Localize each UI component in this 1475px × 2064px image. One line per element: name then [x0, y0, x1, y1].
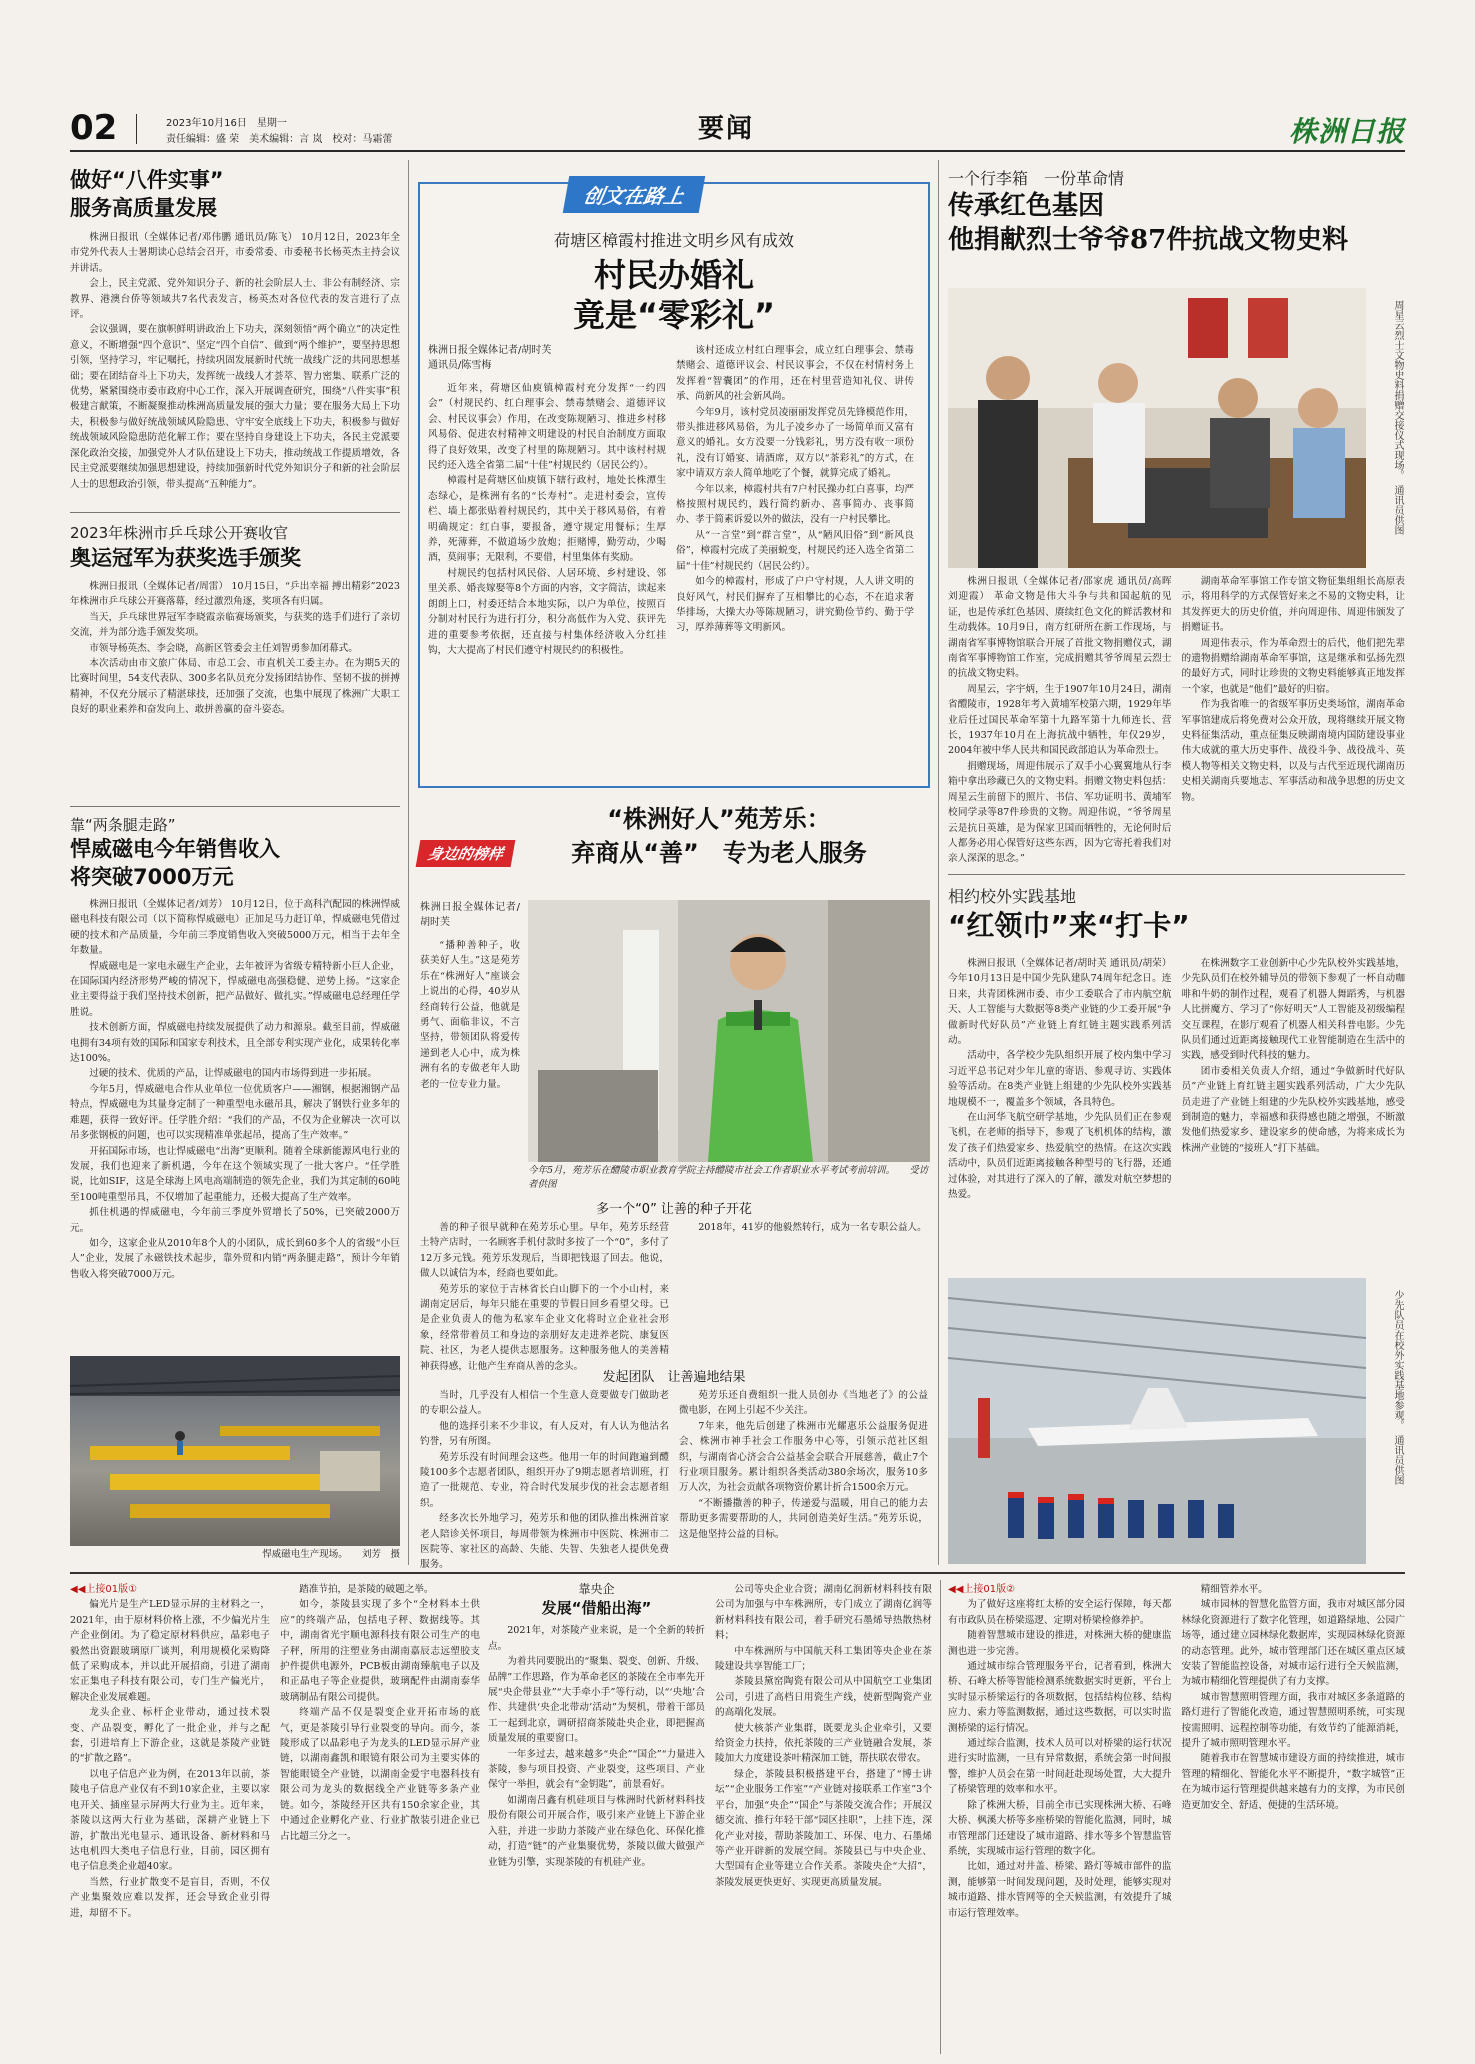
donation-photo-drawing — [948, 288, 1366, 568]
headline-line-1: 传承红色基因 — [948, 191, 1105, 221]
kicker: 荷塘区樟霞村推进文明乡风有成效 — [553, 231, 794, 250]
headline: “红领巾”来“打卡” — [948, 909, 1190, 942]
article-hanwei — [70, 814, 400, 1352]
paragraph: 苑芳乐还自费组织一批人员创办《当地老了》的公益微电影，在网上引起不少关注。 — [679, 1390, 928, 1417]
article-body — [70, 230, 400, 492]
paragraph: 为了做好这座将红太桥的安全运行保障，每天都有市政队员在桥梁巡逻、定期对桥梁检修养护。 — [948, 1599, 1172, 1626]
paragraph: 今年以来，樟霞村共有7户村民操办红白喜事，均严格按照村规民约，践行简约新办、喜事简办、丧事简办、孝于简素诉爱以外的做法，没有一户村民攀比。 — [676, 483, 914, 526]
paragraph: 株洲日报讯（全媒体记者/邓伟鹏 通讯员/陈飞） 10月12日，2023年全市党外代表人士暑期读心总结会召开，市委常委、市委秘书长杨英杰主持会议并讲话。 — [70, 232, 400, 274]
paragraph: 本次活动由市文旅广体局、市总工会、市直机关工委主办。在为期5天的比赛时间里，54支代表队、300多名队员充分发扬团结协作、坚韧不拔的拼搏精神，不仅充分展示了精湛球技，还加强了交流，也集中展现了株洲广大职工良好的职业素养和奋发向上、敢拼善赢的奋斗姿态。 — [70, 658, 400, 716]
section-title: 要闻 — [698, 114, 755, 144]
masthead-rule — [70, 150, 1405, 152]
column-badge: 身边的榜样 — [416, 840, 516, 867]
article-lead — [420, 900, 520, 1160]
paragraph: 公司等央企业合资；湖南亿润新材料科技有限公司为加强与中车株洲所，专门成立了湖南亿润等新材料科技有限公司，着手研究石墨烯导热散热材料； — [715, 1584, 932, 1642]
paragraph: 除了株洲大桥，目前全市已实现株洲大桥、石峰大桥、枫溪大桥等多座桥梁的智能化监测，同时，城市管理部门还建设了城市道路、排水等多个智慧监管系统，实现城市运行管理的数字化。 — [948, 1799, 1172, 1857]
article-eight-tasks — [70, 166, 400, 506]
subheading: 发起团队 让善遍地结果 — [602, 1370, 746, 1385]
subheading: 多一个“0” 让善的种子开花 — [596, 1202, 752, 1217]
paragraph: 城市园林的智慧化监管方面，我市对城区部分园林绿化资源进行了数字化管理，如道路绿地、公园广场等，通过建立园林绿化数据库，实现园林绿化资源的动态管理。此外，城市管理部门还在城区重点区域安装了智能监控设备，对城市运行进行全天候监测，为城市精细化管理提供了有力支撑。 — [1181, 1599, 1405, 1688]
paragraph: 他的选择引来不少非议，有人反对，有人认为他沽名钓誉，另有所图。 — [420, 1420, 669, 1448]
paragraph: 今年9月，该村党员凌丽丽发挥党员先锋模范作用，带头推进移风易俗，为儿子凌乡办了一场简单而又富有意义的婚礼。女方没要一分钱彩礼，男方没有收一项份礼，没有订婚宴、请酒席，双方以“茶彩礼”的方式，在家中请双方亲人简单地吃了个餐，就算完成了婚礼。 — [676, 406, 914, 480]
paragraph: 如今，茶陵县实现了多个“全材料本土供应”的终端产品，包括电子秤、数据线等。其中，湖南省光宇顺电源科技有限公司生产的电子秤，所用的注塑业务由湖南嘉辰志远塑胶支护件提供电源外，PCB板由湖南臻航电子以及和正晶电子等企业提供，玻璃配件由湖南泰华玻璃制品有限公司提供。 — [280, 1599, 480, 1703]
article-column — [1182, 1582, 1406, 2054]
paragraph: 樟霞村是荷塘区仙庾镇下辖行政村，地处长株潭生态绿心，是株洲有名的“长寿村”。走进村委会，宣传栏、墙上都张贴着村规民约，其中关于移风易俗，有着明确规定：红白事，要报备，遵守规定用餐标；生厚养，死薄葬，不做道场少放炮；拒赌博，勤劳动，少喝酒，莫闹事；无限利，不要借，村里集体有奖励。 — [428, 475, 666, 564]
paragraph: “播种善种子，收获美好人生。”这是苑芳乐在“株洲好人”座谈会上说出的心得，40岁从经商转行公益，他就是勇气、面临非议，不言坚持，带领团队将爱传递到老人心中，成为株洲有名的专做老年人助老的一位专业力量。 — [420, 940, 520, 1090]
paragraph: 善的种子很早就种在苑芳乐心里。早年，苑芳乐经营土特产店时，一名顾客手机付款时多按了一个“0”，多付了12万多元钱。苑芳乐发现后，当即把钱退了回去。他说，做人以诚信为本，经商也要如此。 — [420, 1222, 669, 1280]
paragraph: 今年5月，悍威磁电合作从业单位一位优质客户——湘钢，根据湘钢产品特点，悍威磁电为其量身定制了一种重型电永磁吊具，解决了钢铁行业多年的难题，获得一致好评。任学胜介绍：“我们的产品，不仅为企业解决一次可以吊多张钢板的问题，也可以实现精准单张起吊，提高了生产效率。” — [70, 1083, 400, 1142]
paragraph: 如湖南吕鑫有机硅项目与株洲时代新材料科技股份有限公司开展合作，吸引来产业链上下游企业入驻，并进一步助力茶陵产业在绿色化、环保化推动，打造“链”的产业集聚优势，茶陵以做大做强产业链为引擎，实现茶陵的有机硅产业。 — [488, 1794, 705, 1868]
paragraph: 抓住机遇的悍威磁电，今年前三季度外贸增长了50%，已突破2000万元。 — [70, 1207, 400, 1234]
headline: 发展“借船出海” — [541, 1599, 652, 1618]
paragraph: 在山河华飞航空研学基地，少先队员们正在参观飞机，在老师的指导下，参观了飞机机体的结构，激发了孩子们热爱家乡、热爱航空的热情。在这次实践活动中，队员们近距离接触各种型号的飞行器，还通过体验，对其进行了深入的了解，激发对航空梦想的热爱。 — [948, 1112, 1172, 1201]
paragraph: 苑芳乐没有时间理会这些。他用一年的时间跑遍到醴陵100多个志愿者团队，组织开办了9期志愿者培训班，打造了一批规范、专业，符合时代发展步伐的社会志愿者组织。 — [420, 1451, 669, 1509]
paragraph: 2021年，对茶陵产业来说，是一个全新的转折点。 — [488, 1625, 705, 1652]
paragraph: 市领导杨英杰、李会晓，高新区管委会主任刘智勇参加闭幕式。 — [89, 642, 358, 654]
hangar-photo — [948, 1278, 1366, 1564]
kicker: 相约校外实践基地 — [948, 887, 1077, 906]
paragraph: 通过综合监测，技术人员可以对桥梁的运行状况进行实时监测，一旦有异常数据，系统会第一时间报警，维护人员会在第一时间赶赴现场处置，大大提升了桥梁管理的效率和水平。 — [948, 1738, 1172, 1796]
paragraph: 村规民约包括村风民俗、人居环境、乡村建设、邻里关系、婚丧嫁娶等8个方面的内容，文字简洁，读起来朗朗上口，村委还结合本地实际，以户为单位，按照百分制对村民行为进行打分，积分高低作为入党、获评先进的重要参考依据，还直接与村集体经济收入分红挂钩，大大提高了村民们遵守村规民约的积极性。 — [428, 567, 666, 656]
paragraph: 偏光片是生产LED显示屏的主材料之一，2021年，由于原材料价格上涨，不少偏光片生产企业倒闭。为了稳定原材料供应，晶彩电子毅然出资跟玻璃原厂谈判，利用规模化采购降低了采购成本，并以此开展招商，引进了湖南宏正集电子科技有限公司，专门生产偏光片，解决企业发展难题。 — [70, 1599, 270, 1703]
column-divider — [940, 1580, 941, 2054]
paragraph: 株洲日报讯（全媒体记者/周雷） 10月15日，“乒出幸福 搏出精彩”2023年株洲市乒乓球公开赛落幕，经过激烈角逐，奖项各有归属。 — [70, 581, 400, 608]
paragraph: 周星云，字宇炳，生于1907年10月24日，湖南省醴陵市，1928年考入黄埔军校第六期，1929年毕业后任过国民革命军第十九路军第十九师连长、营长，1937年10月在上海抗战中牺牲，年仅29岁，2004年被中华人民共和国民政部追认为革命烈士。 — [948, 683, 1172, 757]
paragraph: 茶陵县黛窑陶瓷有限公司从中国航空工业集团公司，引进了高档日用瓷生产线，使新型陶瓷产业的高端化发展。 — [715, 1676, 932, 1719]
headline-line-1: “株洲好人”苑芳乐： — [607, 805, 831, 833]
donation-photo — [948, 288, 1366, 568]
column-badge: 创文在路上 — [563, 176, 706, 213]
paragraph: 周迎伟表示，作为革命烈士的后代，他们把先辈的遗物捐赠给湖南革命军事馆，这是继承和弘扬先烈的最好方式，同时让珍贵的文物史料能够真正地发挥一个家，也就是“他们”最好的归宿。 — [1181, 637, 1405, 695]
article-column — [679, 1220, 928, 1362]
article-body — [70, 579, 400, 718]
photo-caption: 今年5月，苑芳乐在醴陵市职业教育学院主持醴陵市社会工作者职业水平考试考前培训。 受访者供图 — [528, 1165, 929, 1190]
kicker: 2023年株洲市乒乓球公开赛收官 — [70, 524, 289, 542]
article-column — [679, 1388, 928, 1564]
article-table-tennis — [70, 522, 400, 800]
continuation-marker: ◀◀上接01版② — [948, 1584, 1016, 1595]
paragraph: 株洲日报讯（全媒体记者/胡时芙 通讯员/胡荣） 今年10月13日是中国少先队建队74周年纪念日。连日来，共青团株洲市委、市少工委联合了市内航空航天、人工智能与大数据等8类产业链的少工委开展“争做新时代好队员”产业链上育红链主题实践系列活动。 — [948, 958, 1172, 1047]
article-red-scarf — [948, 956, 1405, 1274]
paragraph: 会上，民主党派、党外知识分子、新的社会阶层人士、非公有制经济、宗教界、港澳台侨等领域共7名代表发言，杨英杰对各位代表的发言进行了点评。 — [70, 278, 400, 321]
issue-date: 2023年10月16日 星期一 — [166, 118, 287, 129]
headline-line-2: 竟是“零彩礼” — [572, 296, 776, 334]
paragraph: 该村还成立村红白理事会，成立红白理事会、禁毒禁赌会、道德评议会、村民议事会，不仅在村情村务上发挥着“智囊团”的作用，还在村里营造知礼仪、讲传承、尚新风的社会新风尚。 — [676, 345, 914, 403]
article-separator — [70, 512, 400, 513]
paragraph: 当然，行业扩散变不是盲目，否则，不仅产业集聚效应难以发挥，还会导致企业引得进，却留不下。 — [70, 1876, 270, 1919]
article-good-person-header — [418, 802, 930, 892]
paragraph: 为着共同要脱出的“聚集、裂变、创新、升级、品牌”工作思路，作为革命老区的茶陵在全市率先开展“央企带县业”“大手牵小手”等行动，以“‘央地’合作、共建供‘央企北带动’活动”为契机，带着干部员工一起到北京，调研招商茶陵赴央企业，即把握高质量发展的重要窗口。 — [488, 1656, 705, 1745]
article-red-gene — [948, 574, 1405, 865]
article-column — [420, 1388, 669, 1571]
paragraph: 团市委相关负责人介绍，通过“争做新时代好队员”产业链上育红链主题实践系列活动，广大少先队员走进了产业链上组建的少先队校外实践基地，感受到制造的魅力，幸福感和获得感也随之增强，不断激发他们热爱家乡、建设家乡的使命感，为将来成长为株洲产业链的“接班人”打下基础。 — [1181, 1065, 1405, 1154]
column-divider — [408, 160, 409, 1565]
paragraph: 株洲日报讯（全媒体记者/刘芳） 10月12日，位于高科汽配园的株洲悍威磁电科技有限公司（以下简称悍威磁电）正加足马力赶订单，悍威磁电凭借过硬的技术和产品质量，今年前三季度销售收入突破5000万元，相当于去年全年数量。 — [70, 899, 400, 957]
page-number: 02 — [70, 108, 118, 148]
paragraph: 过硬的技术、优质的产品，让悍威磁电的国内市场得到进一步拓展。 — [89, 1068, 377, 1080]
byline: 株洲日报全媒体记者/胡时芙 — [420, 902, 520, 928]
article-separator — [948, 874, 1405, 875]
paragraph: 活动中，各学校少先队组织开展了校内集中学习习近平总书记对少年儿童的寄语、参观寻访、实践体验等活动。在8类产业链上组建的少先队校外实践基地规模不一，覆盖多个领域，各具特色。 — [948, 1050, 1172, 1108]
headline-line-1: 村民办婚礼 — [593, 256, 754, 294]
headline-line-2: 将突破7000万元 — [70, 865, 234, 889]
continuation-marker: ◀◀上接01版① — [70, 1584, 138, 1595]
paragraph: 在株洲数字工业创新中心少先队校外实践基地，少先队员们在校外辅导员的带领下参观了一杯自动咖啡和牛奶的制作过程，观看了机器人舞蹈秀，与机器人比拼魔方、学习了“你好明天”人工智能及初级编程交互课程，在影厅观看了机器人相关科普电影。少先队员们通过近距离接触现代工业智能制造在生活中的实践，感受到时代科技的魅力。 — [1181, 958, 1405, 1062]
paragraph: 株洲日报讯（全媒体记者/邵家虎 通讯员/高晖 刘迎霞） 革命文物是伟大斗争与共和国起航的见证，也是传承红色基因、赓续红色文化的鲜活教材和生动载体。10月9日，南方红研所在新工作现场，与湖南省军事博物馆联合开展了首批文物捐赠仪式，湖南省军事博物馆工作室，完成捐赠其爷爷周星云烈士的抗战文物史料。 — [948, 576, 1172, 680]
kicker: 一个行李箱 一份革命情 — [948, 169, 1125, 188]
article-wedding — [428, 222, 920, 780]
paragraph: 比如，通过对井盖、桥梁、路灯等城市部件的监测，能够第一时间发现问题，及时处理，能够实现对城市道路、排水管网等的全天候监测，有效提升了城市运行管理效率。 — [948, 1861, 1172, 1919]
editors-line: 责任编辑：盛 荣 美术编辑：言 岚 校对：马霜蕾 — [166, 134, 393, 145]
kicker: 靠“两条腿走路” — [70, 816, 176, 834]
article-column — [948, 1582, 1172, 2054]
paragraph: 2018年，41岁的他毅然转行，成为一名专职公益人。 — [698, 1222, 927, 1233]
headline-line-2: 弃商从“善” 专为老人服务 — [571, 839, 867, 867]
paragraph: 一年多过去，越来越多“央企”“国企”“力量进入茶陵，参与项目投资、产业裂变，这些项目、产业保守一举担，就会有“金钥匙”，前景看好。 — [488, 1748, 705, 1791]
paragraph: 如今的樟霞村，形成了户户守村规，人人讲文明的良好风气，村民们摒弃了互相攀比的心态，不在追求奢华排场，大操大办等陈规陋习，讲究勤俭节约、勤于学习，厚养薄葬等文明新风。 — [676, 576, 914, 634]
article-column — [715, 1582, 932, 2054]
photo-caption-vertical: 少先队员在校外实践基地参观。 通讯员供图 — [1392, 1290, 1403, 1485]
paragraph: 随着我市在智慧城市建设方面的持续推进，城市管理的精细化、智能化水平不断提升，“数字城管”正在为城市运行管理提供越来越有力的支撑，为市民创造更加安全、舒适、便捷的生活环境。 — [1181, 1753, 1405, 1811]
paragraph: 开拓国际市场，也让悍威磁电“出海”更顺利。随着全球新能源风电行业的发展，我们也迎来了新机遇，今年在这个领域实现了一批大客户。“任学胜说，比如SIF，这是全球海上风电高端制造的领先企业，我们为其定制的60吨至100吨重型吊具，不仅增加了起重能力，还极大提高了生产效率。 — [70, 1145, 400, 1203]
article-column — [280, 1582, 480, 2054]
paragraph: 当时，几乎没有人相信一个生意人竟要做专门做助老的专职公益人。 — [420, 1390, 669, 1417]
article-separator — [70, 806, 400, 807]
paragraph: 随着智慧城市建设的推进，对株洲大桥的健康监测也进一步完善。 — [948, 1630, 1172, 1657]
article-red-gene-header — [948, 166, 1405, 286]
headline-line-1: 做好“八件实事” — [70, 168, 224, 192]
article-column — [428, 343, 666, 763]
article-body — [70, 897, 400, 1282]
kicker: 靠央企 — [578, 1582, 615, 1596]
article-column — [948, 956, 1172, 1274]
paragraph: 如今，这家企业从2010年8个人的小团队，成长到60多个人的省级“小巨人”企业，发展了永磁铁技术起步，靠外贸和内销“两条腿走路”，预计今年销售收入将突破7000万元。 — [70, 1237, 400, 1280]
article-column — [488, 1582, 705, 2054]
article-section — [420, 1388, 928, 1571]
paragraph: 湖南革命军事馆工作专馆文物征集组组长高原表示，将用科学的方式保管好来之不易的文物史料，让其发挥更大的历史价值，并向周迎伟、周迎伟颁发了捐赠证书。 — [1181, 576, 1405, 634]
paragraph: 会议强调，要在旗帜鲜明讲政治上下功夫，深刻领悟“两个确立”的决定性意义，不断增强“四个意识”、坚定“四个自信”、做到“两个维护”，要坚持思想引领，坚持学习，牢记嘱托，持续巩固发展新时代统一战线广泛的共同思想基础；要在团结奋斗上下功夫，发挥统一战线人才荟萃、智力密集、联系广泛的优势，紧紧围绕市委市政府中心工作，深入开展调查研究，围绕“八件实事”积极建言献策，不断凝聚推动株洲高质量发展的强大力量；要在服务大局上下功夫，积极参与做好统战领域风险隐患、守牢安全底线上下功夫，积极参与做好统战领域风险隐患防范化解工作；要在坚持自身建设上下功夫，各民主党派要深化政治交接，加强党外人才队伍建设上下功夫，推动统战工作提质增效，各民主党派要继续加强思想建设，持续加强新时代党外知识分子和新的社会阶层人士的思想政治引领，带头提高“五种能力”。 — [70, 324, 400, 490]
paragraph: 7年来，他先后创建了株洲市光耀惠乐公益服务促进会、株洲市神手社会工作服务中心等，引领示范社区组织，与湖南省心济会合公益基金会联合开展慈善，截止7个行业项目服务。累计组织各类活动380余场次，服务10多万人次，为社会贡献各项物资价累计折合1500余万元。 — [679, 1420, 928, 1494]
paragraph: 技术创新方面，悍威磁电持续发展提供了动力和源泉。截至目前，悍威磁电拥有34项有效的国际和国家专利技术，且全部专利实现产业化，成果转化率达100%。 — [70, 1022, 400, 1065]
portrait-photo-drawing — [528, 900, 930, 1162]
byline: 株洲日报全媒体记者/胡时芙 通讯员/陈雪梅 — [428, 345, 552, 371]
paragraph: 捐赠现场，周迎伟展示了双手小心翼翼地从行李箱中拿出珍藏已久的文物史料。捐赠文物史料包括：周星云生前留下的照片、书信、军功证明书、黄埔军校同学录等87件珍贵的文物。周迎伟说，“爷爷周星云是抗日英雄，是为保家卫国而牺牲的，无论何时后人都务必用心保管好这些东西，因为它寄托着我们对亲人深深的思念。” — [948, 760, 1172, 865]
portrait-photo — [528, 900, 930, 1162]
photo-caption: 悍威磁电生产现场。 刘芳 摄 — [262, 1549, 400, 1560]
paragraph: 精细管养水平。 — [1200, 1584, 1268, 1595]
factory-photo-drawing — [70, 1356, 400, 1546]
article-column — [676, 343, 914, 763]
paragraph: 当天，乒乓球世界冠军李晓霞亲临赛场颁奖，与获奖的选手们进行了亲切交流，并为部分选手颁发奖项。 — [70, 611, 400, 639]
masthead-divider — [136, 114, 137, 144]
paragraph: 近年来，荷塘区仙庾镇樟霞村充分发挥“一约四会”（村规民约、红白理事会、禁毒禁赌会、道德评议会、村民议事会）作用，在改变陈规陋习、推进乡村移风易俗、促进农村精神文明建设的村民自治制度方面取得了良好效果，改变了村里的陈规陋习。其中该村村规民约还入选全省第二届“十佳”村规民约（居民公约）。 — [428, 383, 666, 472]
paragraph: 作为我省唯一的省级军事历史类场馆，湖南革命军事馆建成后将免费对公众开放，现将继续开展文物史料征集活动，重点征集反映湖南境内国防建设事业伟大成就的重大历史事件、战役斗争、战役战斗、英模人物等相关文物史料，以及与古代至近现代湖南历史相关湖南兵要地志、军事活动和战争思想的历史文物。 — [1181, 699, 1405, 803]
newspaper-logo: 株洲日报 — [1288, 115, 1405, 148]
article-column — [420, 1220, 669, 1372]
article-column — [1182, 574, 1406, 862]
photo-caption-vertical: 周星云烈士文物史料捐赠交接仪式现场。 通讯员供图 — [1392, 300, 1403, 535]
paragraph: 从“一言堂”到“群言堂”，从“陋风旧俗”到“新风良俗”，樟霞村完成了美丽蜕变，村规民约还入选全省第二届“十佳”村规民约（居民公约）。 — [676, 529, 914, 572]
factory-photo — [70, 1356, 400, 1546]
article-continuation-1 — [70, 1582, 480, 2054]
paragraph: 经多次长外地学习，苑芳乐和他的团队推出株洲首家老人陪诊关怀项目，每周带领为株洲市中医院、株洲市二医院等、家社区的高龄、失能、失智、失独老人提供免费服务。 — [420, 1513, 669, 1571]
paragraph: 苑芳乐的家位于吉林省长白山脚下的一个小山村，来湖南定居后，每年只能在重要的节假日回乡看望父母。已是企业负责人的他为私家车企业文化将时立企业社会形象，经常带着员工和身边的亲朋好友走进养老院、康复医院、社区，为老人提供志愿服务。这种服务他人的美善精神获得感，让他产生弃商从善的念头。 — [420, 1283, 669, 1372]
article-continuation-2 — [948, 1582, 1405, 2054]
paragraph: 通过城市综合管理服务平台，记者看到，株洲大桥、石峰大桥等智能检测系统数据实时更新，平台上实时显示桥梁运行的各项数据，包括结构位移、结构应力、索力等监测数据，通过这些数据，可以实时监测桥梁的运行情况。 — [948, 1661, 1172, 1734]
column-divider — [938, 160, 939, 1565]
paragraph: 城市智慧照明管理方面，我市对城区多条道路的路灯进行了智能化改造，通过智慧照明系统，可实现按需照明、远程控制等功能，有效节约了能源消耗，提升了城市照明管理水平。 — [1181, 1691, 1405, 1750]
article-central-enterprise — [488, 1582, 932, 2054]
paragraph: 使大核茶产业集群，既要龙头企业牵引，又要给资金力扶持，依托茶陵的三产业链融合发展，茶陵加大力度建设茶叶精深加工链，帮扶联农带农。 — [715, 1722, 932, 1765]
paragraph: “不断播撒善的种子，传递爱与温暖，用自己的能力去帮助更多需要帮助的人，共同创造美好生活。”苑芳乐说，这是他坚持公益的目标。 — [679, 1497, 928, 1540]
paragraph: 龙头企业、标杆企业带动，通过技术裂变、产品裂变，孵化了一批企业，并与之配套，引进培育上下游企业，这就是茶陵产业链的“扩散之路”。 — [70, 1707, 270, 1765]
article-red-scarf-header — [948, 884, 1405, 950]
paragraph: 以电子信息产业为例，在2013年以前，茶陵电子信息产业仅有不到10家企业，主要以家电开关、插座显示屏两大行业为主。近年来，茶陵以这两大行业为基础，深耕产业链上下游，扩散出光电显示、通讯设备、新材料和马达电机四大类电子信息行业，目前，园区拥有电子信息类企业超40家。 — [70, 1768, 270, 1873]
headline-line-1: 悍威磁电今年销售收入 — [70, 837, 280, 861]
paragraph: 终端产品不仅是裂变企业开拓市场的底气，更是茶陵引导行业裂变的导向。而今，茶陵形成了以晶彩电子为龙头的LED显示屏产业链，以湖南鑫凯和眼镜有限公司为主要实体的智能眼镜全产业链，以湖南金爱宇电器科技有限公司为龙头的数据线全产业链等多条产业链。如今，茶陵经开区共有150余家企业，其中通过企业孵化产业、行业扩散装引进企业已占比超三分之一。 — [280, 1707, 480, 1842]
paragraph: 悍威磁电是一家电永磁生产企业，去年被评为省级专精特新小巨人企业，在国际国内经济形势严峻的情况下，悍威磁电高强稳健、逆势上扬。“这家企业主要得益于我们坚持技术创新，把产品做好、做扎实。”悍威磁电总经理任学胜说。 — [70, 960, 400, 1018]
paragraph: 绿企，茶陵县积极搭建平台，搭建了“博士讲坛”“企业服务工作室”“产业链对接联系工作室”3个平台，加强“央企”“国企”与茶陵交流合作；开展汉德交流、推行年轻干部“园区挂职”，上挂下连，深化产业对接，帮助茶陵加工、环保、电力、石墨烯等产业开辟新的发展空间。茶陵县已与中央企业、大型国有企业等建立合作关系。茶陵央企“大招”，茶陵发展更快更好、实现更高质量发展。 — [715, 1768, 932, 1888]
paragraph: 中车株洲所与中国航天科工集团等央企业在茶陵建设共享智能工厂； — [715, 1645, 932, 1673]
article-column — [70, 1582, 270, 2054]
hangar-photo-drawing — [948, 1278, 1366, 1564]
headline: 奥运冠军为获奖选手颁奖 — [70, 546, 301, 570]
masthead — [70, 108, 1405, 152]
article-columns — [428, 343, 920, 763]
headline-line-2: 他捐献烈士爷爷87件抗战文物史料 — [948, 225, 1349, 255]
article-column — [1182, 956, 1406, 1274]
article-section — [420, 1220, 928, 1372]
headline-line-2: 服务高质量发展 — [70, 196, 217, 220]
section-rule — [70, 1572, 1405, 1574]
paragraph: 踏准节拍，是茶陵的破题之举。 — [299, 1584, 434, 1595]
article-column — [948, 574, 1172, 865]
